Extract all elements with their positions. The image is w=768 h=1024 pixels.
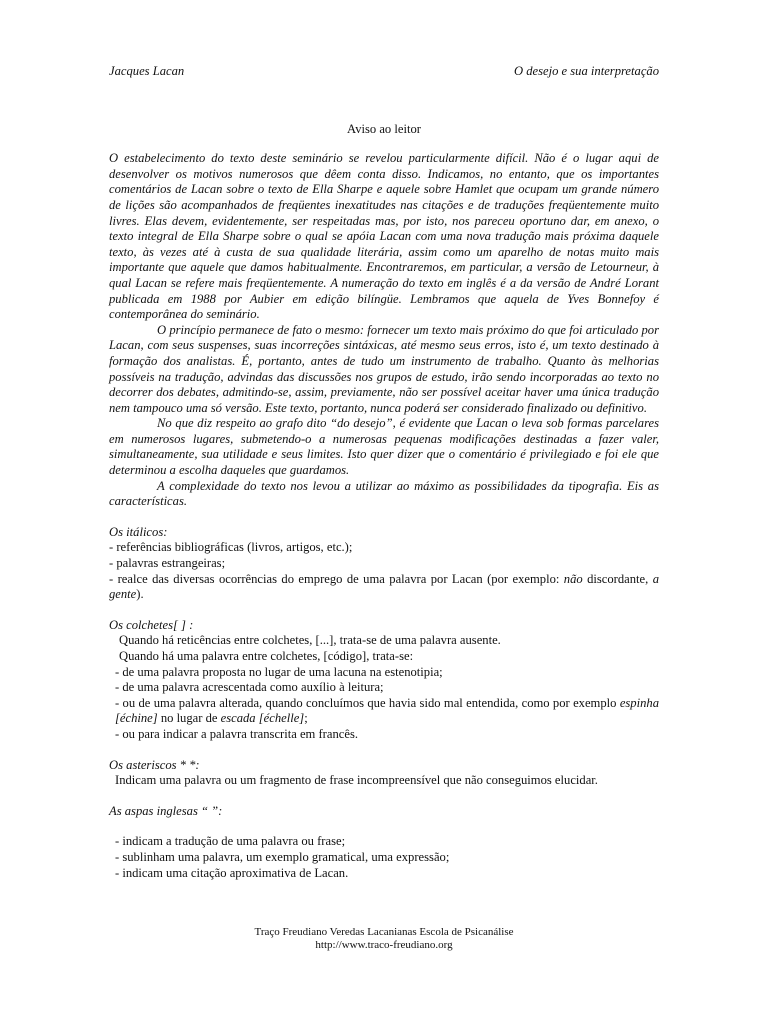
item-text: ; bbox=[304, 711, 308, 726]
page-title: Aviso ao leitor bbox=[347, 121, 421, 136]
intro-text bbox=[109, 151, 659, 510]
example-word: espinha [échine] bbox=[115, 695, 659, 726]
intro-paragraph-1: O estabelecimento do texto deste seminário se revelou particularmente difícil. Não é o lugar aqui de desenvolver os motivos numerosos que dêem conta disso. Indicamos, no entanto, que os importantes comentários de Lacan sobre o texto de Ella Sharpe e aquele sobre Hamlet que ocupam um grande número de lições são acompanhados de freqüentes inexatitudes nas citações e de traduções freqüentemente muito livres. Elas devem, evidentemente, ser respeitadas mas, por isto, nos pareceu oportuno dar, em anexo, o texto integral de Ella Sharpe sobre o qual se apóia Lacan com uma nova tradução mais próxima daquele texto, às vezes até à custa de sua qualidade literária, assim como um aparelho de notas muito mais importante que aquele que damos habitualmente. Encontraremos, em particular, a versão de Letourneur, à qual Lacan se refere mais freqüentemente. A numeração do texto em inglês é a da versão de André Lorant publicada em 1988 por Aubier em edição bilíngüe. Lembramos que aquela de Yves Bonnefoy é contemporânea do seminário. bbox=[109, 151, 659, 322]
example-word: escada [échelle] bbox=[220, 711, 305, 726]
item-text: ). bbox=[136, 587, 144, 602]
list-item: - ou para indicar a palavra transcrita em francês. bbox=[115, 726, 358, 741]
section-asteriscos bbox=[109, 758, 659, 789]
paragraph-line: Quando há uma palavra entre colchetes, [código], trata-se: bbox=[119, 649, 414, 663]
section-colchetes bbox=[109, 618, 659, 743]
section-title-aspas: As aspas inglesas “ ”: bbox=[109, 803, 223, 818]
list-item: - de uma palavra proposta no lugar de uma lacuna na estenotipia; bbox=[115, 664, 443, 679]
document-page bbox=[109, 64, 659, 881]
section-title-asteriscos: Os asteriscos * *: bbox=[109, 757, 200, 772]
item-text: - realce das diversas ocorrências do emprego de uma palavra por Lacan (por exemplo: bbox=[109, 571, 564, 586]
list-item: - palavras estrangeiras; bbox=[109, 556, 226, 571]
section-title-colchetes: Os colchetes[ ] : bbox=[109, 617, 194, 632]
intro-paragraph-4: A complexidade do texto nos levou a utilizar ao máximo as possibilidades da tipografia. Eis as características. bbox=[109, 478, 659, 509]
header-author: Jacques Lacan bbox=[109, 64, 185, 78]
list-item: - sublinham uma palavra, um exemplo gramatical, uma expressão; bbox=[115, 849, 450, 864]
paragraph-line: Indicam uma palavra ou um fragmento de frase incompreensível que não conseguimos elucidar. bbox=[115, 773, 598, 788]
running-header bbox=[109, 64, 659, 80]
item-text: discordante, bbox=[582, 571, 653, 586]
list-item: - indicam uma citação aproximativa de Lacan. bbox=[115, 865, 349, 880]
list-item bbox=[109, 572, 659, 603]
item-text: no lugar de bbox=[157, 711, 221, 726]
example-word: a gente bbox=[109, 571, 659, 602]
intro-paragraph-2: O princípio permanece de fato o mesmo: fornecer um texto mais próximo do que foi articulado por Lacan, com seus suspenses, suas incorreções sintáxicas, até mesmo seus erros, isto é, um texto destinado à formação dos analistas. É, portanto, antes de tudo um instrumento de trabalho. Quanto às melhorias possíveis na tradução, advindas das discussões nos grupos de estudo, irão sendo incorporadas ao texto no decorrer dos debates, admitindo-se, assim, previamente, não ser possível aceitar haver uma única tradução nem tampouco uma só versão. Este texto, portanto, nunca poderá ser considerado finalizado ou definitivo. bbox=[109, 322, 659, 415]
section-title-italicos: Os itálicos: bbox=[109, 524, 168, 539]
header-work-title: O desejo e sua interpretação bbox=[513, 64, 659, 78]
intro-paragraph-3: No que diz respeito ao grafo dito “do desejo”, é evidente que Lacan o leva sob formas parcelares em numerosos lugares, submetendo-o a numerosas pequenas modificações destinadas a fazer valer, simultaneamente, sua utilidade e seus limites. Isto quer dizer que o comentário é privilegiado e foi ele que determinou a escolha daqueles que guardamos. bbox=[109, 416, 659, 478]
item-text: - ou de uma palavra alterada, quando concluímos que havia sido mal entendida, como por exemplo bbox=[115, 695, 620, 710]
page-footer bbox=[0, 926, 768, 952]
section-aspas bbox=[109, 804, 659, 881]
list-item: - de uma palavra acrescentada como auxílio à leitura; bbox=[115, 680, 384, 695]
example-word: não bbox=[563, 571, 583, 586]
footer-url[interactable]: http://www.traco-freudiano.org bbox=[315, 939, 453, 951]
paragraph-line: Quando há reticências entre colchetes, [...], trata-se de uma palavra ausente. bbox=[119, 633, 501, 648]
list-item: - referências bibliográficas (livros, artigos, etc.); bbox=[109, 540, 353, 555]
list-item bbox=[109, 696, 659, 727]
list-item: - indicam a tradução de uma palavra ou frase; bbox=[115, 834, 346, 849]
section-italicos bbox=[109, 525, 659, 603]
footer-organization: Traço Freudiano Veredas Lacanianas Escola de Psicanálise bbox=[254, 926, 514, 938]
